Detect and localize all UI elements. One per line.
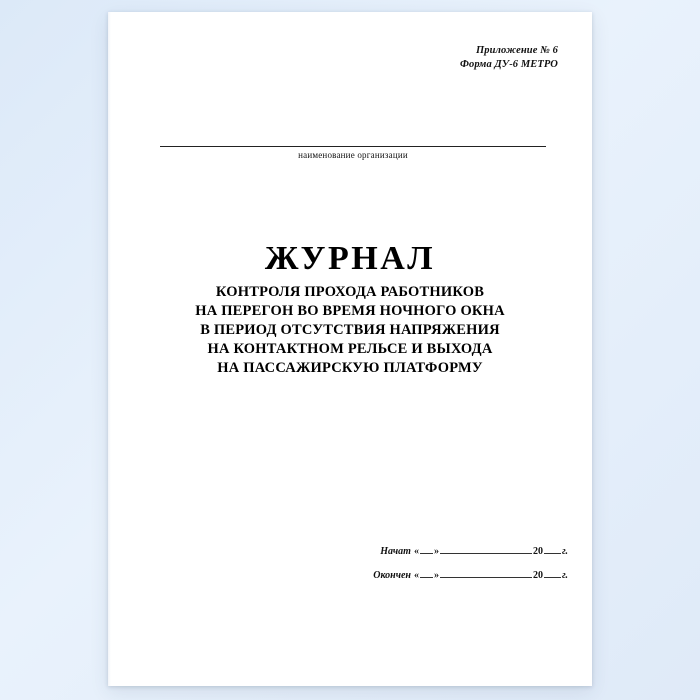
page-title: ЖУРНАЛ	[264, 240, 436, 277]
started-quote-close: »	[433, 546, 439, 557]
title-block	[138, 240, 562, 378]
started-row	[358, 544, 568, 557]
subtitle-line-3: В ПЕРИОД ОТСУТСТВИЯ НАПРЯЖЕНИЯ	[200, 322, 500, 338]
started-year-prefix: 20	[532, 546, 543, 557]
page-subtitle	[138, 283, 562, 378]
finished-quote-close: »	[433, 570, 439, 581]
appendix-note	[460, 44, 558, 72]
finished-quote-open: «	[413, 570, 419, 581]
form-code: Форма ДУ-6 МЕТРО	[459, 59, 558, 70]
finished-month-blank[interactable]	[440, 568, 532, 578]
organization-line	[160, 146, 546, 147]
subtitle-line-1: КОНТРОЛЯ ПРОХОДА РАБОТНИКОВ	[215, 284, 485, 300]
subtitle-line-5: НА ПАССАЖИРСКУЮ ПЛАТФОРМУ	[217, 360, 483, 376]
subtitle-line-4: НА КОНТАКТНОМ РЕЛЬСЕ И ВЫХОДА	[207, 341, 493, 357]
organization-caption: наименование организации	[298, 150, 408, 160]
started-month-blank[interactable]	[440, 544, 532, 554]
subtitle-line-2: НА ПЕРЕГОН ВО ВРЕМЯ НОЧНОГО ОКНА	[195, 303, 505, 319]
finished-year-prefix: 20	[532, 570, 543, 581]
finished-row	[358, 568, 568, 581]
date-fields-block	[358, 544, 568, 592]
finished-day-blank[interactable]	[420, 568, 433, 578]
organization-block	[160, 146, 546, 160]
finished-label: Окончен	[373, 570, 411, 581]
appendix-number: Приложение № 6	[476, 45, 558, 56]
document-page	[108, 12, 592, 686]
started-year-blank[interactable]	[544, 544, 561, 554]
started-quote-open: «	[413, 546, 419, 557]
started-year-suffix: г.	[561, 546, 568, 557]
finished-year-suffix: г.	[561, 570, 568, 581]
started-day-blank[interactable]	[420, 544, 433, 554]
finished-year-blank[interactable]	[544, 568, 561, 578]
started-label: Начат	[380, 546, 411, 557]
